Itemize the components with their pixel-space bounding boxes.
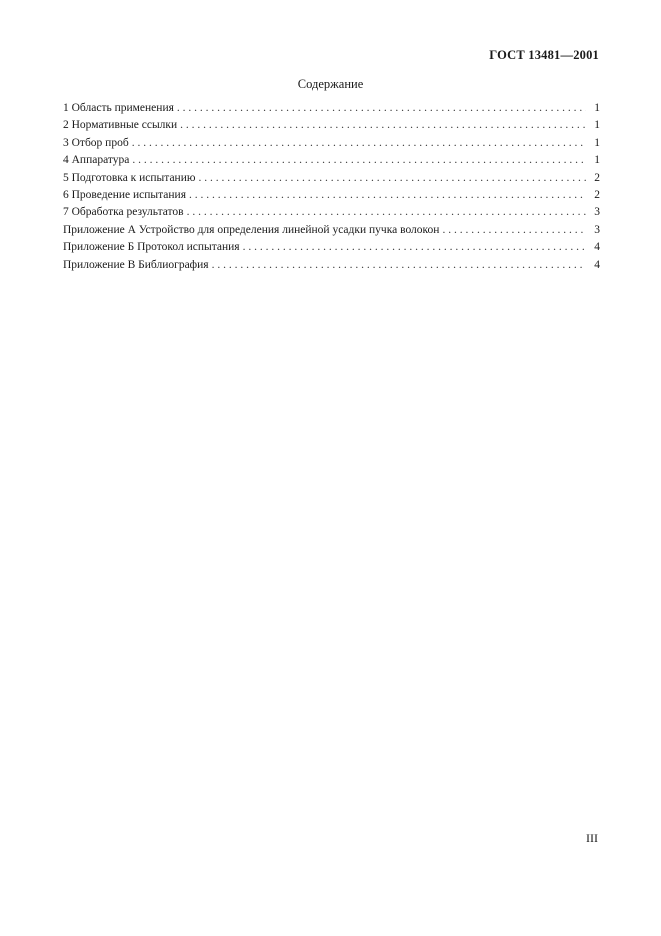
toc-entry-page: 1 xyxy=(594,136,600,149)
toc-dot-leader xyxy=(243,239,586,256)
toc-entry-title: Приложение В Библиография xyxy=(63,258,209,271)
toc-entry-title: Приложение А Устройство для определения линейной усадки пучка волокон xyxy=(63,223,440,236)
toc-dot-leader xyxy=(212,257,586,274)
toc-dot-leader xyxy=(187,204,586,221)
toc-entry-page: 2 xyxy=(594,171,600,184)
toc-entry xyxy=(63,204,600,221)
toc-entry-title: 4 Аппаратура xyxy=(63,154,130,167)
toc-dot-leader xyxy=(198,170,586,187)
toc-entry-title: 5 Подготовка к испытанию xyxy=(63,171,196,184)
toc-entry-title: 7 Обработка результатов xyxy=(63,206,184,219)
toc-entry xyxy=(63,187,600,204)
toc-dot-leader xyxy=(189,187,586,204)
toc-entry xyxy=(63,170,600,187)
toc-dot-leader xyxy=(132,135,586,152)
toc-entry-title: 6 Проведение испытания xyxy=(63,188,186,201)
toc-entry-title: Приложение Б Протокол испытания xyxy=(63,241,240,254)
toc-entry xyxy=(63,257,600,274)
toc-entry-title: 3 Отбор проб xyxy=(63,136,129,149)
toc-entry xyxy=(63,152,600,169)
toc-dot-leader xyxy=(177,100,586,117)
document-code: ГОСТ 13481—2001 xyxy=(489,48,599,62)
toc-entry-page: 3 xyxy=(594,223,600,236)
toc-entry-page: 3 xyxy=(594,206,600,219)
toc-entry-page: 1 xyxy=(594,119,600,132)
toc-dot-leader xyxy=(180,117,586,134)
toc-entry xyxy=(63,117,600,134)
toc-entry xyxy=(63,222,600,239)
page-number: III xyxy=(586,831,598,845)
toc-heading: Содержание xyxy=(297,77,364,91)
toc-entry-title: 2 Нормативные ссылки xyxy=(63,119,178,132)
toc-entry-page: 4 xyxy=(594,258,600,271)
toc-dot-leader xyxy=(132,152,586,169)
table-of-contents xyxy=(63,100,600,274)
toc-entry xyxy=(63,100,600,117)
toc-entry-title: 1 Область применения xyxy=(63,102,174,114)
toc-entry xyxy=(63,135,600,152)
toc-entry xyxy=(63,239,600,256)
toc-entry-page: 1 xyxy=(594,154,600,167)
toc-dot-leader xyxy=(442,222,586,239)
toc-entry-page: 1 xyxy=(594,102,600,114)
toc-entry-page: 2 xyxy=(594,188,600,201)
toc-entry-page: 4 xyxy=(594,241,600,254)
